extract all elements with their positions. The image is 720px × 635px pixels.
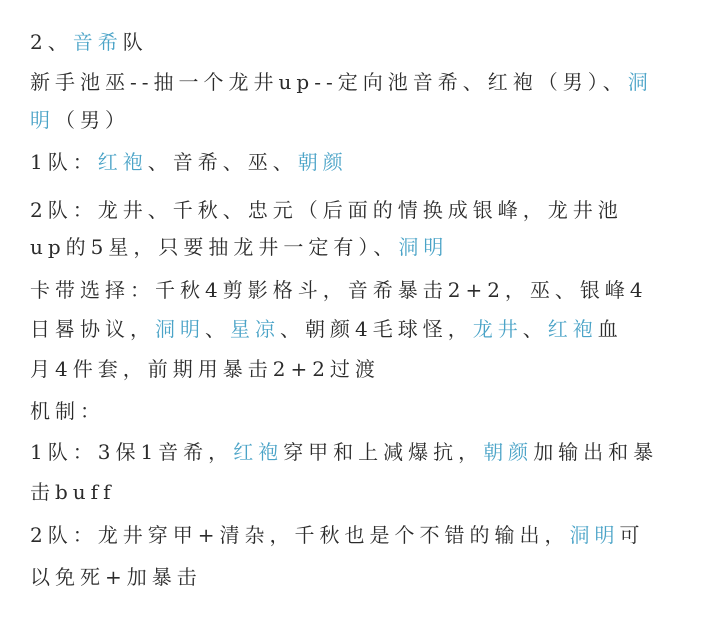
note-text: 机制： bbox=[30, 399, 105, 423]
note-text: 、朝颜4毛球怪， bbox=[280, 317, 473, 341]
note-line bbox=[30, 563, 202, 591]
note-line bbox=[30, 276, 648, 304]
note-line bbox=[30, 68, 653, 96]
highlighted-text: 洞明 bbox=[155, 317, 205, 341]
note-text: 月4件套，前期用暴击2+2过渡 bbox=[30, 357, 380, 381]
highlighted-text: 龙井 bbox=[472, 317, 523, 341]
note-line bbox=[30, 397, 105, 425]
note-text: 1队： bbox=[30, 150, 98, 174]
highlighted-text: 明 bbox=[30, 108, 55, 132]
note-text: 、 bbox=[205, 317, 230, 341]
note-text: 、音希、巫、 bbox=[147, 150, 298, 174]
highlighted-text: 红袍 bbox=[97, 150, 148, 174]
note-text: 2队：龙井穿甲+清杂，千秋也是个不错的输出， bbox=[30, 523, 570, 547]
highlighted-text: 音希 bbox=[72, 30, 123, 54]
note-text: 加输出和暴 bbox=[533, 440, 659, 464]
highlighted-text: 红袍 bbox=[233, 440, 284, 464]
note-text: 可 bbox=[619, 523, 645, 547]
note-text: 卡带选择：千秋4剪影格斗，音希暴击2+2，巫、银峰4 bbox=[30, 278, 648, 302]
note-text: 以免死+加暴击 bbox=[30, 565, 202, 589]
note-text: 日晷协议， bbox=[30, 317, 155, 341]
highlighted-text: 星凉 bbox=[230, 317, 280, 341]
note-text: 2队：龙井、千秋、忠元（后面的情换成银峰，龙井池 bbox=[30, 198, 623, 222]
note-text: 穿甲和上减爆抗， bbox=[283, 440, 484, 464]
note-line bbox=[30, 233, 448, 261]
note-line bbox=[30, 196, 623, 224]
highlighted-text: 洞明 bbox=[569, 523, 620, 547]
note-line bbox=[30, 315, 623, 343]
note-line bbox=[30, 28, 148, 56]
note-text: 血 bbox=[597, 317, 623, 341]
highlighted-text: 洞明 bbox=[398, 235, 449, 259]
note-line bbox=[30, 355, 380, 383]
note-line bbox=[30, 148, 348, 176]
note-line bbox=[30, 438, 658, 466]
note-text: （男） bbox=[55, 108, 130, 132]
highlighted-text: 红袍 bbox=[547, 317, 598, 341]
note-text: 2、 bbox=[30, 30, 73, 54]
note-text: 击buff bbox=[30, 480, 116, 504]
note-line bbox=[30, 478, 116, 506]
note-text: up的5星，只要抽龙井一定有）、 bbox=[30, 235, 399, 259]
note-line bbox=[30, 521, 644, 549]
note-line bbox=[30, 106, 130, 134]
note-text: 1队：3保1音希， bbox=[30, 440, 234, 464]
highlighted-text: 洞 bbox=[627, 70, 653, 94]
highlighted-text: 朝颜 bbox=[297, 150, 348, 174]
highlighted-text: 朝颜 bbox=[483, 440, 534, 464]
note-text: 新手池巫--抽一个龙井up--定向池音希、红袍（男）、 bbox=[30, 70, 628, 94]
note-text: 、 bbox=[522, 317, 548, 341]
note-text: 队 bbox=[122, 30, 148, 54]
